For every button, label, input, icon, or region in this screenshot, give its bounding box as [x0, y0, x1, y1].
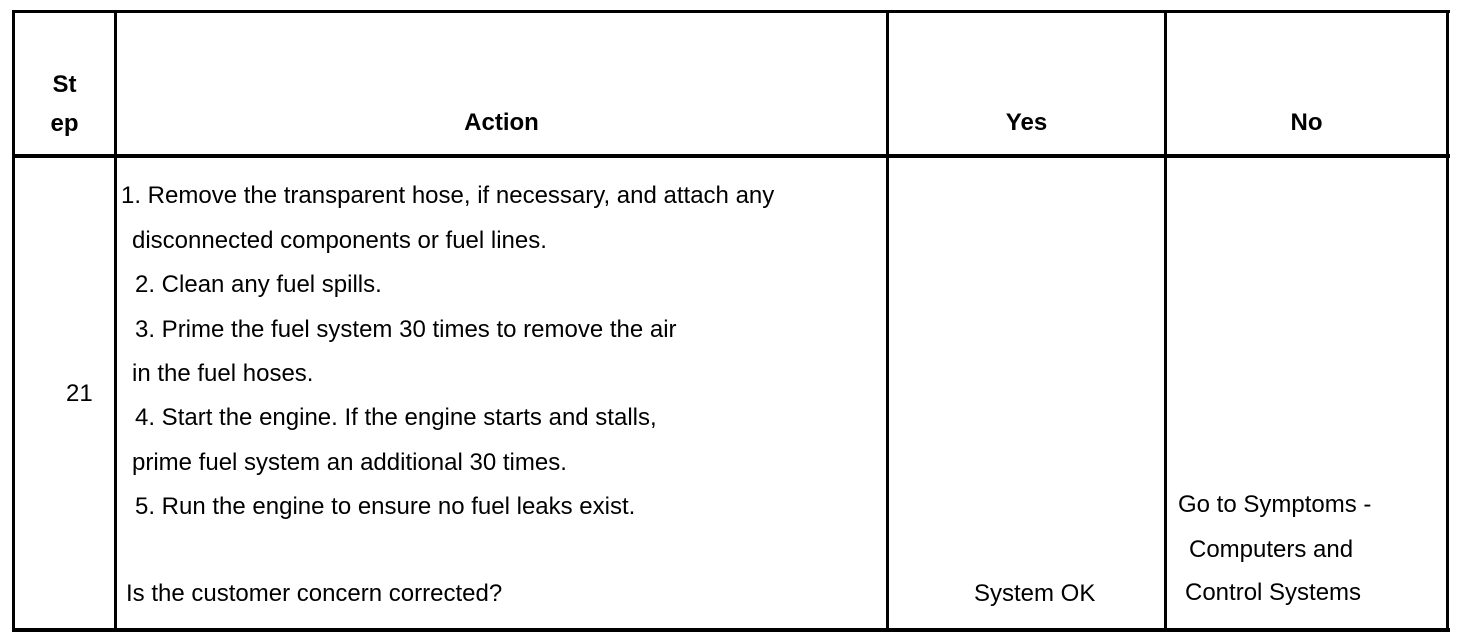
header-yes: Yes — [1005, 109, 1048, 136]
action-line-5: in the fuel hoses. — [132, 360, 314, 387]
table-border-bottom — [12, 628, 1450, 632]
action-question: Is the customer concern corrected? — [126, 580, 503, 607]
action-line-6: 4. Start the engine. If the engine starts and stalls, — [135, 404, 657, 431]
action-line-4: 3. Prime the fuel system 30 times to remove the air — [135, 316, 677, 343]
no-result-line-2: Computers and — [1189, 536, 1354, 563]
header-step-line-1: St — [52, 71, 77, 98]
step-number: 21 — [66, 380, 93, 407]
yes-result: System OK — [974, 580, 1096, 607]
column-divider-step — [114, 10, 117, 632]
table-border-left — [12, 10, 15, 632]
table-border-top — [12, 10, 1450, 13]
no-result-line-1: Go to Symptoms - — [1178, 491, 1372, 518]
table-border-right — [1446, 10, 1449, 632]
no-result-line-3: Control Systems — [1185, 579, 1362, 606]
action-line-3: 2. Clean any fuel spills. — [135, 271, 382, 298]
header-step-line-2: ep — [50, 110, 79, 137]
action-line-7: prime fuel system an additional 30 times. — [132, 449, 567, 476]
action-line-8: 5. Run the engine to ensure no fuel leaks exist. — [135, 493, 636, 520]
action-line-2: disconnected components or fuel lines. — [132, 227, 547, 254]
action-line-1: 1. Remove the transparent hose, if necessary, and attach any — [121, 182, 775, 209]
header-action: Action — [464, 109, 539, 136]
column-divider-action — [886, 10, 889, 632]
column-divider-yes — [1164, 10, 1167, 632]
header-divider — [12, 154, 1450, 158]
header-no: No — [1290, 109, 1323, 136]
